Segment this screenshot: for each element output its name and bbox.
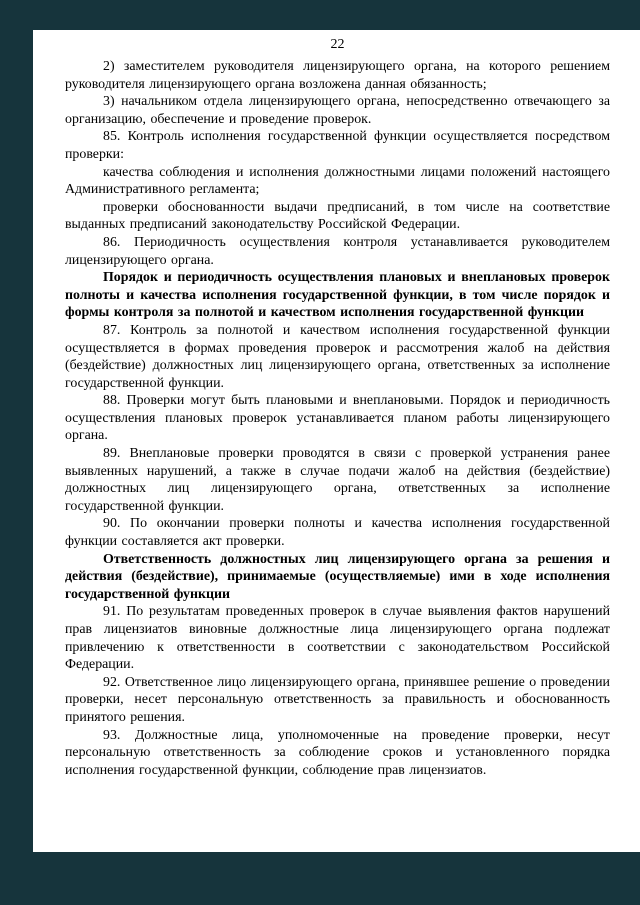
scan-edge-left [0, 0, 33, 905]
paragraph-item-85: 85. Контроль исполнения государственной функции осуществляется посредством проверки: [65, 129, 610, 162]
paragraph-item-89: 89. Внеплановые проверки проводятся в связи с проверкой устранения ранее выявленных нарушений, а также в случае подачи жалоб на действия (бездействие) должностных лиц лицензирующего органа, ответственных за исполнение государственной функции. [65, 446, 610, 514]
paragraph-item-85-sub-2: проверки обоснованности выдачи предписаний, в том числе на соответствие выданных предписаний законодательству Российской Федерации. [65, 199, 610, 233]
paragraph-item-85-sub-1: качества соблюдения и исполнения должностными лицами положений настоящего Административного регламента; [65, 164, 610, 198]
paragraph-item-90: 90. По окончании проверки полноты и качества исполнения государственной функции составляется акт проверки. [65, 516, 610, 550]
paragraph-subitem-2: 2) заместителем руководителя лицензирующего органа, на которого решением руководителя лицензирующего органа возложена данная обязанность; [65, 59, 610, 92]
paragraph-item-92: 92. Ответственное лицо лицензирующего органа, принявшее решение о проведении проверки, несет персональную ответственность за правильность и обоснованность принятого решения. [65, 674, 610, 725]
paragraph-item-93: 93. Должностные лица, уполномоченные на проведение проверки, несут персональную ответственность за соблюдение сроков и установленного порядка исполнения государственной функции, соблюдение прав лицензиатов. [65, 727, 610, 778]
section-heading-responsibility: Ответственность должностных лиц лицензирующего органа за решения и действия (бездействие), принимаемые (осуществляемые) ими в ходе исполнения государственной функции [65, 551, 610, 602]
scan-edge-bottom [0, 852, 640, 905]
page-number: 22 [330, 37, 345, 52]
paragraph-subitem-3: 3) начальником отдела лицензирующего органа, непосредственно отвечающего за организацию, обеспечение и проведение проверок. [65, 94, 610, 127]
paragraph-item-87: 87. Контроль за полнотой и качеством исполнения государственной функции осуществляется в формах проведения проверок и рассмотрения жалоб на действия (бездействие) должностных лиц лицензирующего органа, ответственных за исполнение государственной функции. [65, 322, 610, 391]
section-heading-order-periodicity: Порядок и периодичность осуществления плановых и внеплановых проверок полноты и качества исполнения государственной функции, в том числе порядок и формы контроля за полнотой и качеством исполнения государственной функции [65, 270, 610, 321]
paragraph-item-88: 88. Проверки могут быть плановыми и внеплановыми. Порядок и периодичность осуществления плановых проверок устанавливается планом работы лицензирующего органа. [65, 393, 610, 444]
document-page [33, 30, 640, 852]
document-body [65, 58, 610, 779]
paragraph-item-86: 86. Периодичность осуществления контроля устанавливается руководителем лицензирующего органа. [65, 234, 610, 268]
scan-edge-top [0, 0, 640, 30]
paragraph-item-91: 91. По результатам проведенных проверок в случае выявления фактов нарушений прав лицензиатов виновные должностные лица лицензирующего органа подлежат привлечению к ответственности в соответствии с законодательством Российской Федерации. [65, 604, 610, 673]
